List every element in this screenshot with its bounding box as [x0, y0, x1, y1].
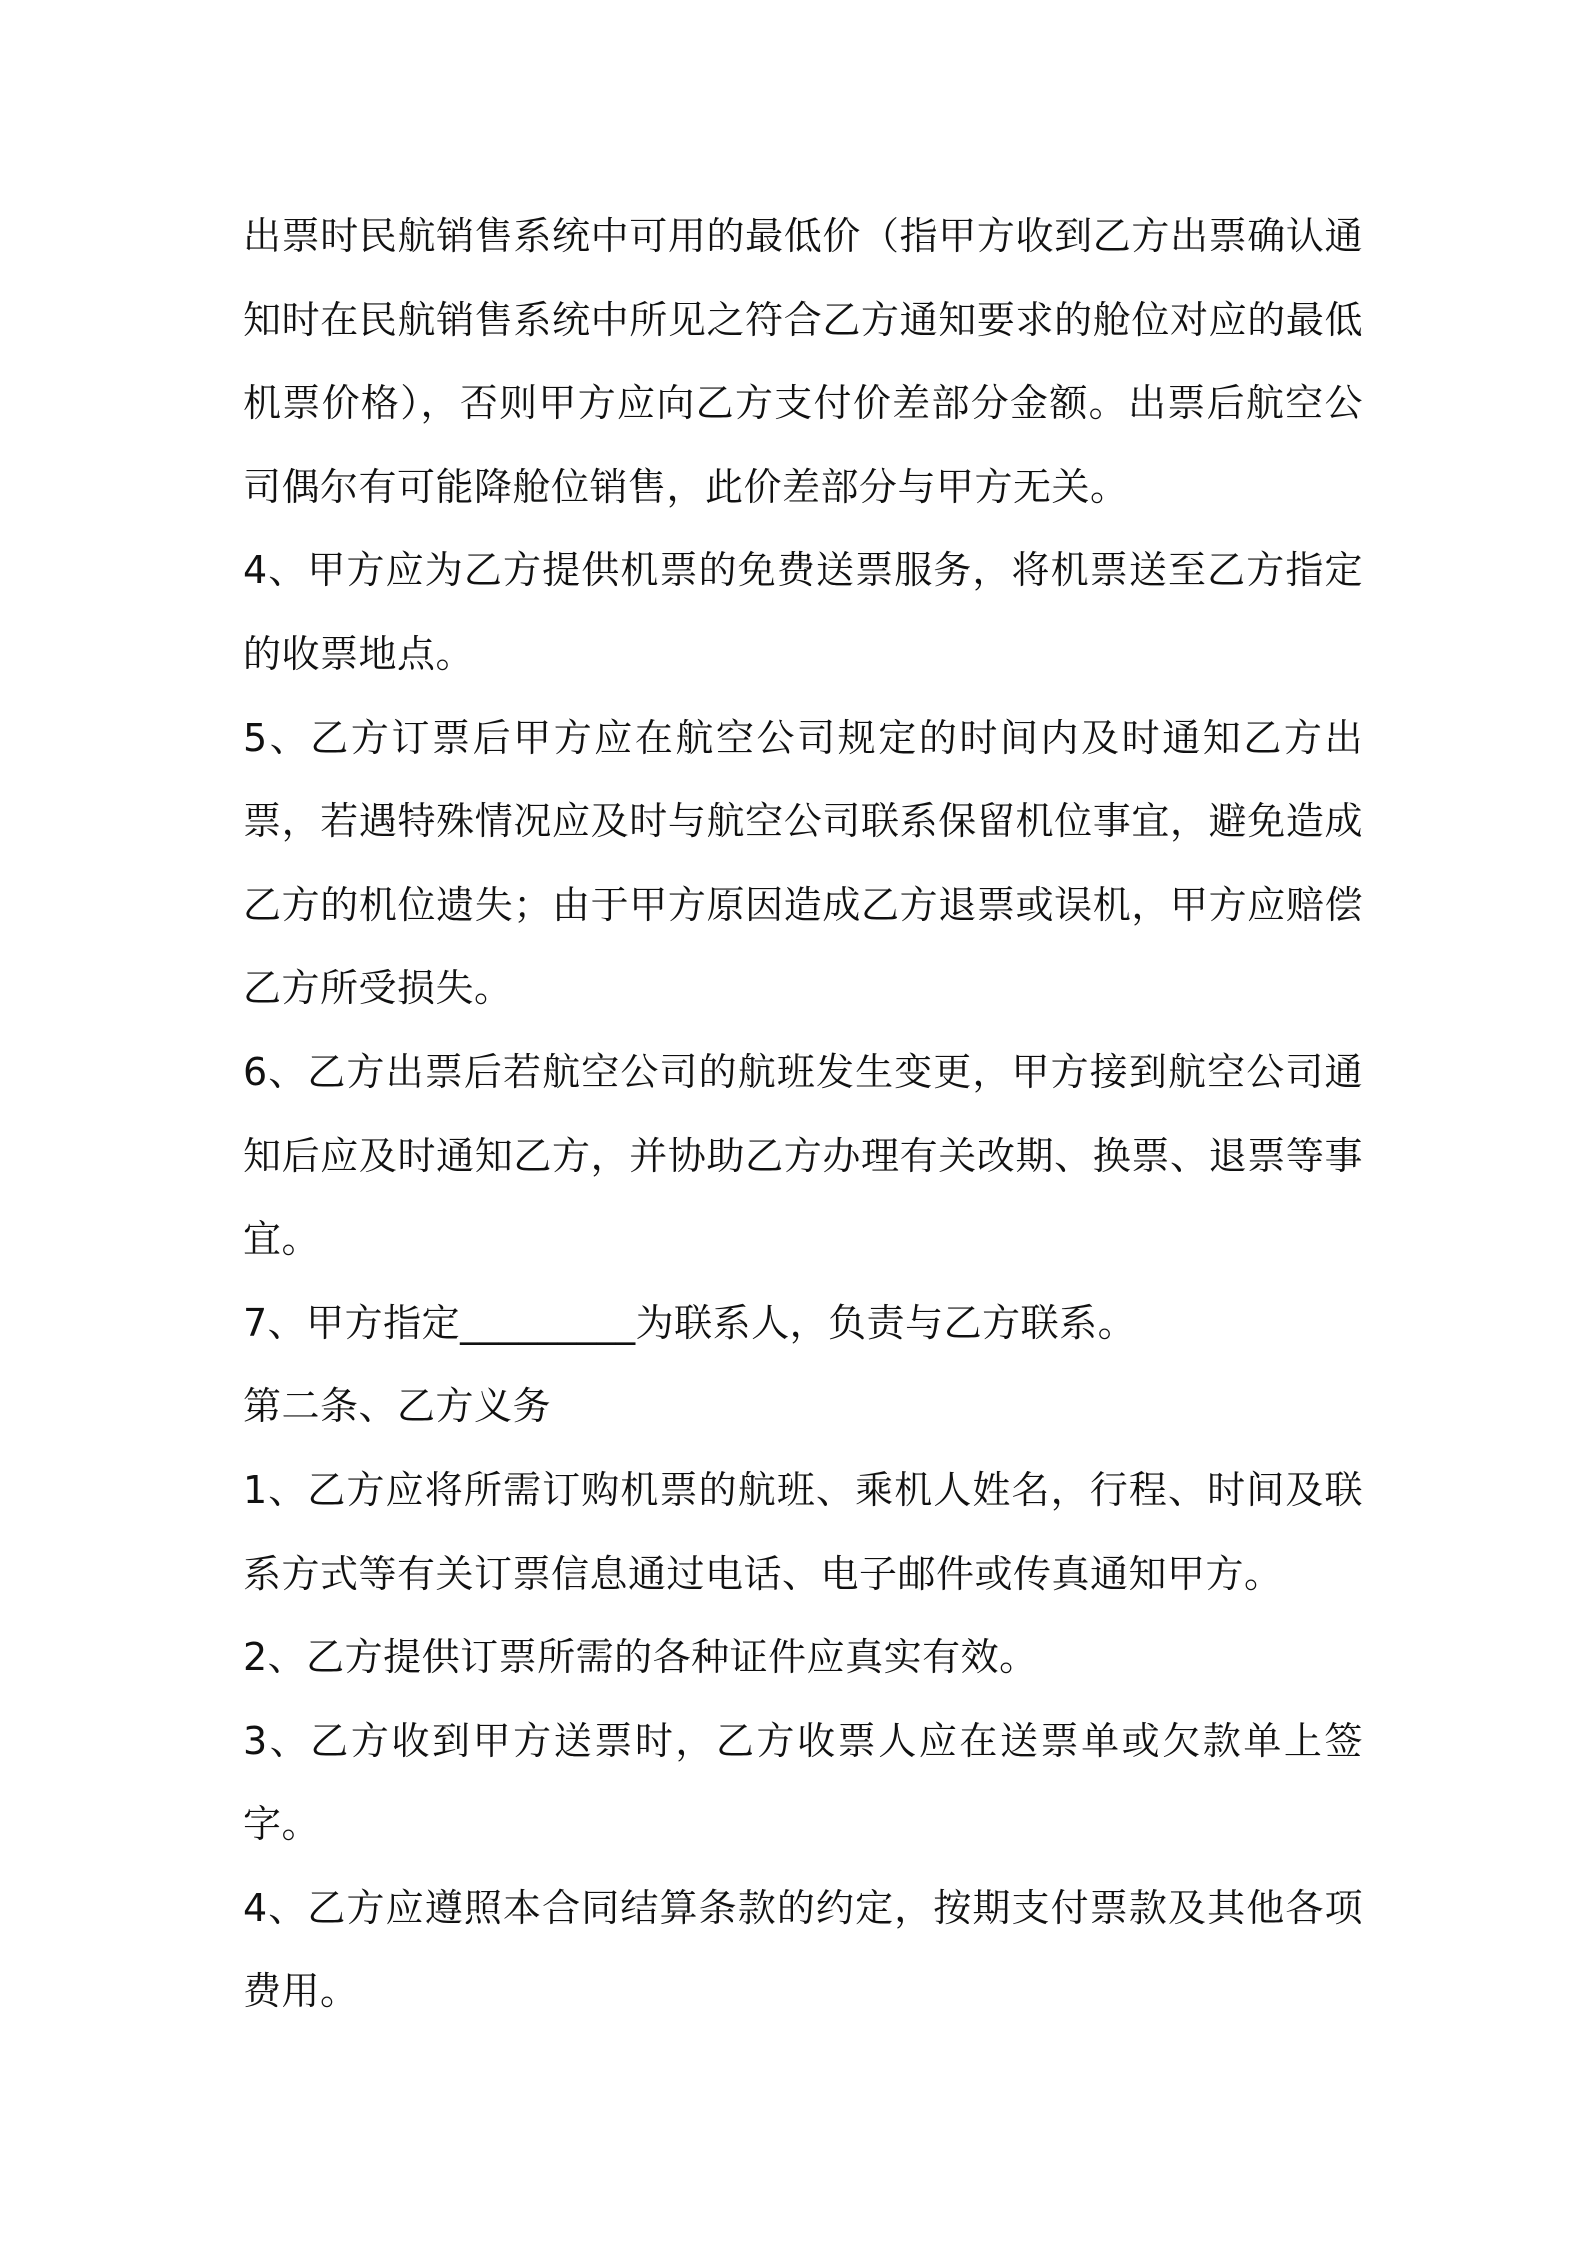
- paragraph-party-a-item-5: 5、乙方订票后甲方应在航空公司规定的时间内及时通知乙方出票，若遇特殊情况应及时与航空公司联系保留机位事宜，避免造成乙方的机位遗失；由于甲方原因造成乙方退票或误机，甲方应赔偿乙方所受损失。: [243, 715, 1363, 1011]
- document-page: [243, 195, 1363, 2034]
- paragraph-party-a-item-6: 6、乙方出票后若航空公司的航班发生变更，甲方接到航空公司通知后应及时通知乙方，并协助乙方办理有关改期、换票、退票等事宜。: [243, 1049, 1363, 1262]
- section-heading-party-b-obligations: 第二条、乙方义务: [243, 1384, 552, 1429]
- paragraph-party-a-item-4: 4、甲方应为乙方提供机票的免费送票服务，将机票送至乙方指定的收票地点。: [243, 548, 1363, 676]
- paragraph-party-b-item-1: 1、乙方应将所需订购机票的航班、乘机人姓名，行程、时间及联系方式等有关订票信息通过电话、电子邮件或传真通知甲方。: [243, 1467, 1363, 1596]
- paragraph-party-b-item-4: 4、乙方应遵照本合同结算条款的约定，按期支付票款及其他各项费用。: [243, 1885, 1363, 2014]
- paragraph-party-a-item-7: 7、甲方指定_________为联系人，负责与乙方联系。: [243, 1300, 1137, 1345]
- paragraph-party-b-item-3: 3、乙方收到甲方送票时，乙方收票人应在送票单或欠款单上签字。: [243, 1718, 1363, 1847]
- paragraph-lowest-price-clause: 出票时民航销售系统中可用的最低价（指甲方收到乙方出票确认通知时在民航销售系统中所见之符合乙方通知要求的舱位对应的最低机票价格），否则甲方应向乙方支付价差部分金额。出票后航空公司偶尔有可能降舱位销售，此价差部分与甲方无关。: [243, 214, 1363, 509]
- paragraph-party-b-item-2: 2、乙方提供订票所需的各种证件应真实有效。: [243, 1635, 1038, 1680]
